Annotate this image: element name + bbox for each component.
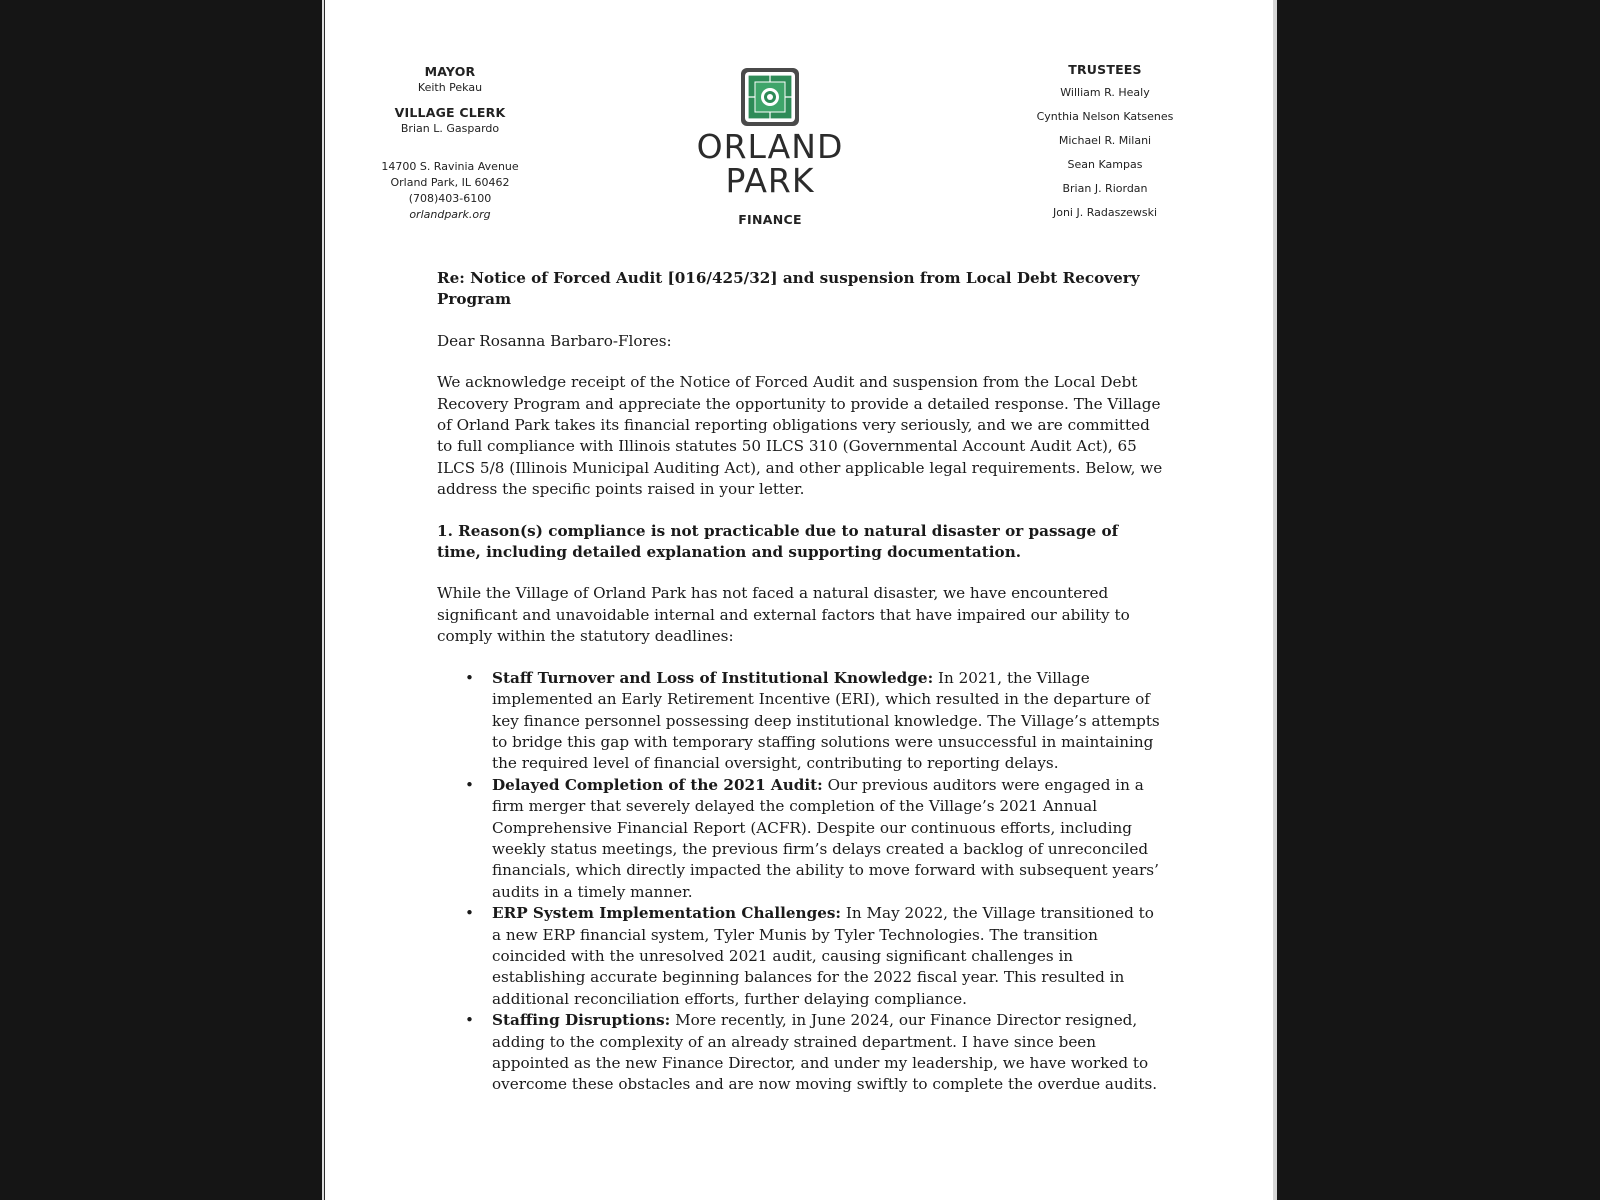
trustee-name: Sean Kampas (1067, 158, 1143, 171)
letterhead-right (1015, 62, 1195, 225)
page-edge-right (1273, 0, 1277, 1200)
logo-line2: PARK (725, 161, 815, 200)
bullet-title: Staff Turnover and Loss of Institutional Knowledge: (492, 668, 934, 687)
orland-park-emblem-icon (739, 66, 801, 128)
list-item (465, 668, 1167, 775)
clerk-name: Brian L. Gaspardo (400, 122, 500, 135)
reasons-list (437, 668, 1167, 1096)
bullet-text: In May 2022, the Village transitioned to a new ERP financial system, Tyler Munis by Tyler Technologies. The transition coincided with the unresolved 2021 audit, causing significant challenges in establishing accurate beginning balances for the 2022 fiscal year. This resulted in additional reconciliation efforts, further delaying compliance. (492, 904, 1154, 1008)
address-line2: Orland Park, IL 60462 (390, 176, 510, 189)
letter-salutation: Dear Rosanna Barbaro-Flores: (437, 331, 672, 350)
letter-body (437, 268, 1167, 1096)
bullet-text: More recently, in June 2024, our Finance Director resigned, adding to the complexity of an already strained department. I have since been appointed as the new Finance Director, and under my leadership, we have worked to overcome these obstacles and are now moving swiftly to complete the overdue audits. (492, 1011, 1158, 1094)
trustees-title: TRUSTEES (1068, 62, 1142, 77)
bullet-icon: • (465, 904, 474, 923)
trustee-name: Brian J. Riordan (1062, 182, 1148, 195)
letterhead-left (370, 64, 530, 223)
letter-page (325, 0, 1275, 1200)
clerk-title: VILLAGE CLERK (394, 105, 506, 120)
letter-subject: Re: Notice of Forced Audit [016/425/32] and suspension from Local Debt Recovery Program (437, 269, 1140, 309)
list-item (465, 903, 1167, 1010)
bullet-title: Staffing Disruptions: (492, 1011, 671, 1030)
trustee-name: Joni J. Radaszewski (1052, 206, 1158, 219)
bullet-text: Our previous auditors were engaged in a firm merger that severely delayed the completion of the Village’s 2021 Annual Comprehensive Financial Report (ACFR). Despite our continuous efforts, including weekly status meetings, the previous firm’s delays created a backlog of unreconciled financials, which directly impacted the ability to move forward with subsequent years’ audits in a timely manner. (492, 775, 1159, 901)
bullet-icon: • (465, 775, 474, 794)
list-item (465, 775, 1167, 903)
mayor-title: MAYOR (424, 64, 476, 79)
bullet-icon: • (465, 1011, 474, 1030)
intro-paragraph: We acknowledge receipt of the Notice of Forced Audit and suspension from the Local Debt Recovery Program and appreciate the opportunity to provide a detailed response. The Village of Orland Park takes its financial reporting obligations very seriously, and we are committed to full compliance with Illinois statutes 50 ILCS 310 (Governmental Account Audit Act), 65 ILCS 5/8 (Illinois Municipal Auditing Act), and other applicable legal requirements. Below, we address the specific points raised in your letter. (437, 373, 1163, 499)
mayor-name: Keith Pekau (417, 81, 483, 94)
address-line1: 14700 S. Ravinia Avenue (381, 160, 519, 173)
department-name: FINANCE (738, 212, 802, 227)
trustee-name: William R. Healy (1060, 86, 1150, 99)
section-intro-paragraph: While the Village of Orland Park has not faced a natural disaster, we have encountered significant and unavoidable internal and external factors that have impaired our ability to comply within the statutory deadlines: (437, 584, 1130, 646)
website: orlandpark.org (409, 208, 491, 221)
section-heading: 1. Reason(s) compliance is not practicable due to natural disaster or passage of time, including detailed explanation and supporting documentation. (437, 521, 1119, 562)
logo-line1: ORLAND (696, 127, 844, 166)
list-item (465, 1010, 1167, 1096)
trustee-name: Michael R. Milani (1058, 134, 1152, 147)
bullet-title: ERP System Implementation Challenges: (492, 904, 842, 923)
trustee-name: Cynthia Nelson Katsenes (1036, 110, 1174, 123)
phone: (708)403-6100 (408, 192, 492, 205)
bullet-icon: • (465, 668, 474, 687)
bullet-title: Delayed Completion of the 2021 Audit: (492, 775, 823, 794)
bullet-text: In 2021, the Village implemented an Early Retirement Incentive (ERI), which resulted in the departure of key finance personnel possessing deep institutional knowledge. The Village’s attempts to bridge this gap with temporary staffing solutions were unsuccessful in maintaining the required level of financial oversight, contributing to reporting delays. (492, 668, 1160, 773)
letterhead-logo (665, 66, 875, 240)
